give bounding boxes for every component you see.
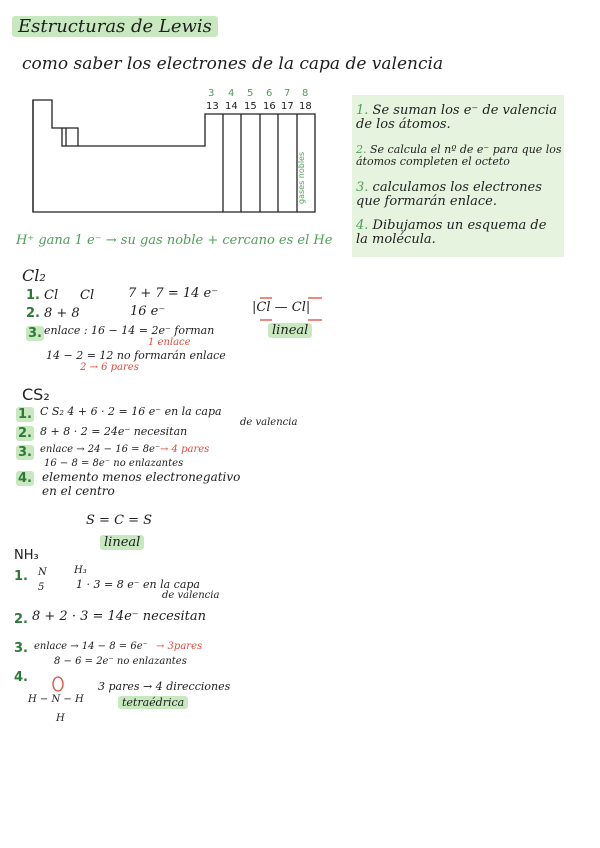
step-number: 1. <box>18 407 32 422</box>
group-num: 14 <box>225 101 238 112</box>
cs2-valence-sum: C S₂ 4 + 6 · 2 = 16 e⁻ en la capa <box>40 405 222 418</box>
group-num-top: 8 <box>302 88 309 99</box>
group-num-top: 6 <box>266 88 273 99</box>
group-num: 13 <box>206 101 219 112</box>
cs2-bond-calc: enlace → 24 − 16 = 8e⁻ <box>40 444 161 455</box>
cl2-bond-calc: enlace : 16 − 14 = 2e⁻ forman <box>44 324 215 337</box>
hydrogen-note: H⁺ gana 1 e⁻ → su gas noble + cercano es el He <box>16 233 333 248</box>
step-2 <box>356 144 562 168</box>
noble-gases-label: gases nobles <box>297 151 306 204</box>
cs2-center-rule: elemento menos electronegativo <box>42 470 241 484</box>
step-number: 3. <box>28 326 42 341</box>
group-num-top: 4 <box>228 88 235 99</box>
subtitle: como saber los electrones de la capa de valencia <box>22 54 444 74</box>
cs2-bond-pairs: → 4 pares <box>160 444 210 455</box>
step-number: 2. <box>14 612 28 627</box>
cl2-pairs: 2 → 6 pares <box>80 362 139 373</box>
step-number: 1. <box>26 288 40 303</box>
nh3-lewis-diagram: H − N − H <box>28 694 84 705</box>
cl2-heading: Cl₂ <box>22 266 46 285</box>
nh3-valence: 5 <box>38 582 45 593</box>
cs2-geometry: lineal <box>100 535 144 550</box>
step-number: 1. <box>14 569 28 584</box>
group-num-top: 5 <box>247 88 254 99</box>
step-4 <box>356 219 562 247</box>
step-number: 4. <box>14 670 28 685</box>
step-number: 2. <box>356 143 367 156</box>
cl2-bond-count: 1 enlace <box>148 337 191 348</box>
group-num-top: 7 <box>284 88 291 99</box>
step-number: 3. <box>356 180 369 195</box>
cs2-octet: 8 + 8 · 2 = 24e⁻ necesitan <box>40 425 188 438</box>
step-number: 3. <box>14 641 28 656</box>
step-text: Se calcula el nº de e⁻ para que los átomos completen el octeto <box>356 143 562 168</box>
group-num: 18 <box>299 101 312 112</box>
cs2-lewis-diagram: S = C = S <box>86 513 153 528</box>
nh3-bond-pairs: → 3pares <box>156 641 203 652</box>
step-text: Dibujamos un esquema de la molécula. <box>356 218 547 247</box>
step-text: Se suman los e⁻ de valencia de los átomos. <box>356 103 558 132</box>
cl2-nonbond-calc: 14 − 2 = 12 no formarán enlace <box>46 349 226 362</box>
step-number: 3. <box>18 445 32 460</box>
nh3-valence-sub: de valencia <box>162 590 220 601</box>
nh3-nonbond-calc: 8 − 6 = 2e⁻ no enlazantes <box>54 656 187 667</box>
step-number: 2. <box>26 306 40 321</box>
nh3-valence-sum: 1 · 3 = 8 e⁻ en la capa <box>76 578 200 591</box>
nh3-geometry: tetraédrica <box>118 696 188 709</box>
group-num: 17 <box>281 101 294 112</box>
step-number: 4. <box>18 471 32 486</box>
cl2-atom: Cl <box>80 288 95 303</box>
cs2-center-rule-sub: en el centro <box>42 484 115 498</box>
group-num-top: 3 <box>208 88 215 99</box>
step-1 <box>356 104 562 132</box>
group-num: 16 <box>263 101 276 112</box>
cs2-valence-sub: de valencia <box>240 417 298 428</box>
nh3-atom: H₃ <box>74 565 87 576</box>
cl2-lewis-diagram: |Cl — Cl| <box>252 300 311 315</box>
cl2-octet-total: 16 e⁻ <box>130 304 166 319</box>
step-number: 4. <box>356 218 369 233</box>
step-number: 1. <box>356 103 369 118</box>
cl2-octet: 8 + 8 <box>44 306 80 321</box>
cs2-nonbond-calc: 16 − 8 = 8e⁻ no enlazantes <box>44 458 184 469</box>
group-num: 15 <box>244 101 257 112</box>
nh3-pairs-directions: 3 pares → 4 direcciones <box>98 680 231 693</box>
step-text: calculamos los electrones que formarán enlace. <box>356 180 542 209</box>
nh3-bond-calc: enlace → 14 − 8 = 6e⁻ <box>34 641 148 652</box>
nh3-lewis-bottom-h: H <box>56 713 65 724</box>
step-3 <box>356 181 562 209</box>
nh3-atom: N <box>38 567 47 578</box>
cs2-heading: CS₂ <box>22 385 50 404</box>
page-title: Estructuras de Lewis <box>12 16 218 37</box>
nh3-heading: NH₃ <box>14 548 39 563</box>
cl2-atom: Cl <box>44 288 59 303</box>
nh3-octet: 8 + 2 · 3 = 14e⁻ necesitan <box>32 609 206 624</box>
step-number: 2. <box>18 426 32 441</box>
cl2-lone-pairs <box>250 296 340 326</box>
cl2-valence-sum: 7 + 7 = 14 e⁻ <box>128 286 219 301</box>
cl2-geometry: lineal <box>268 323 312 338</box>
